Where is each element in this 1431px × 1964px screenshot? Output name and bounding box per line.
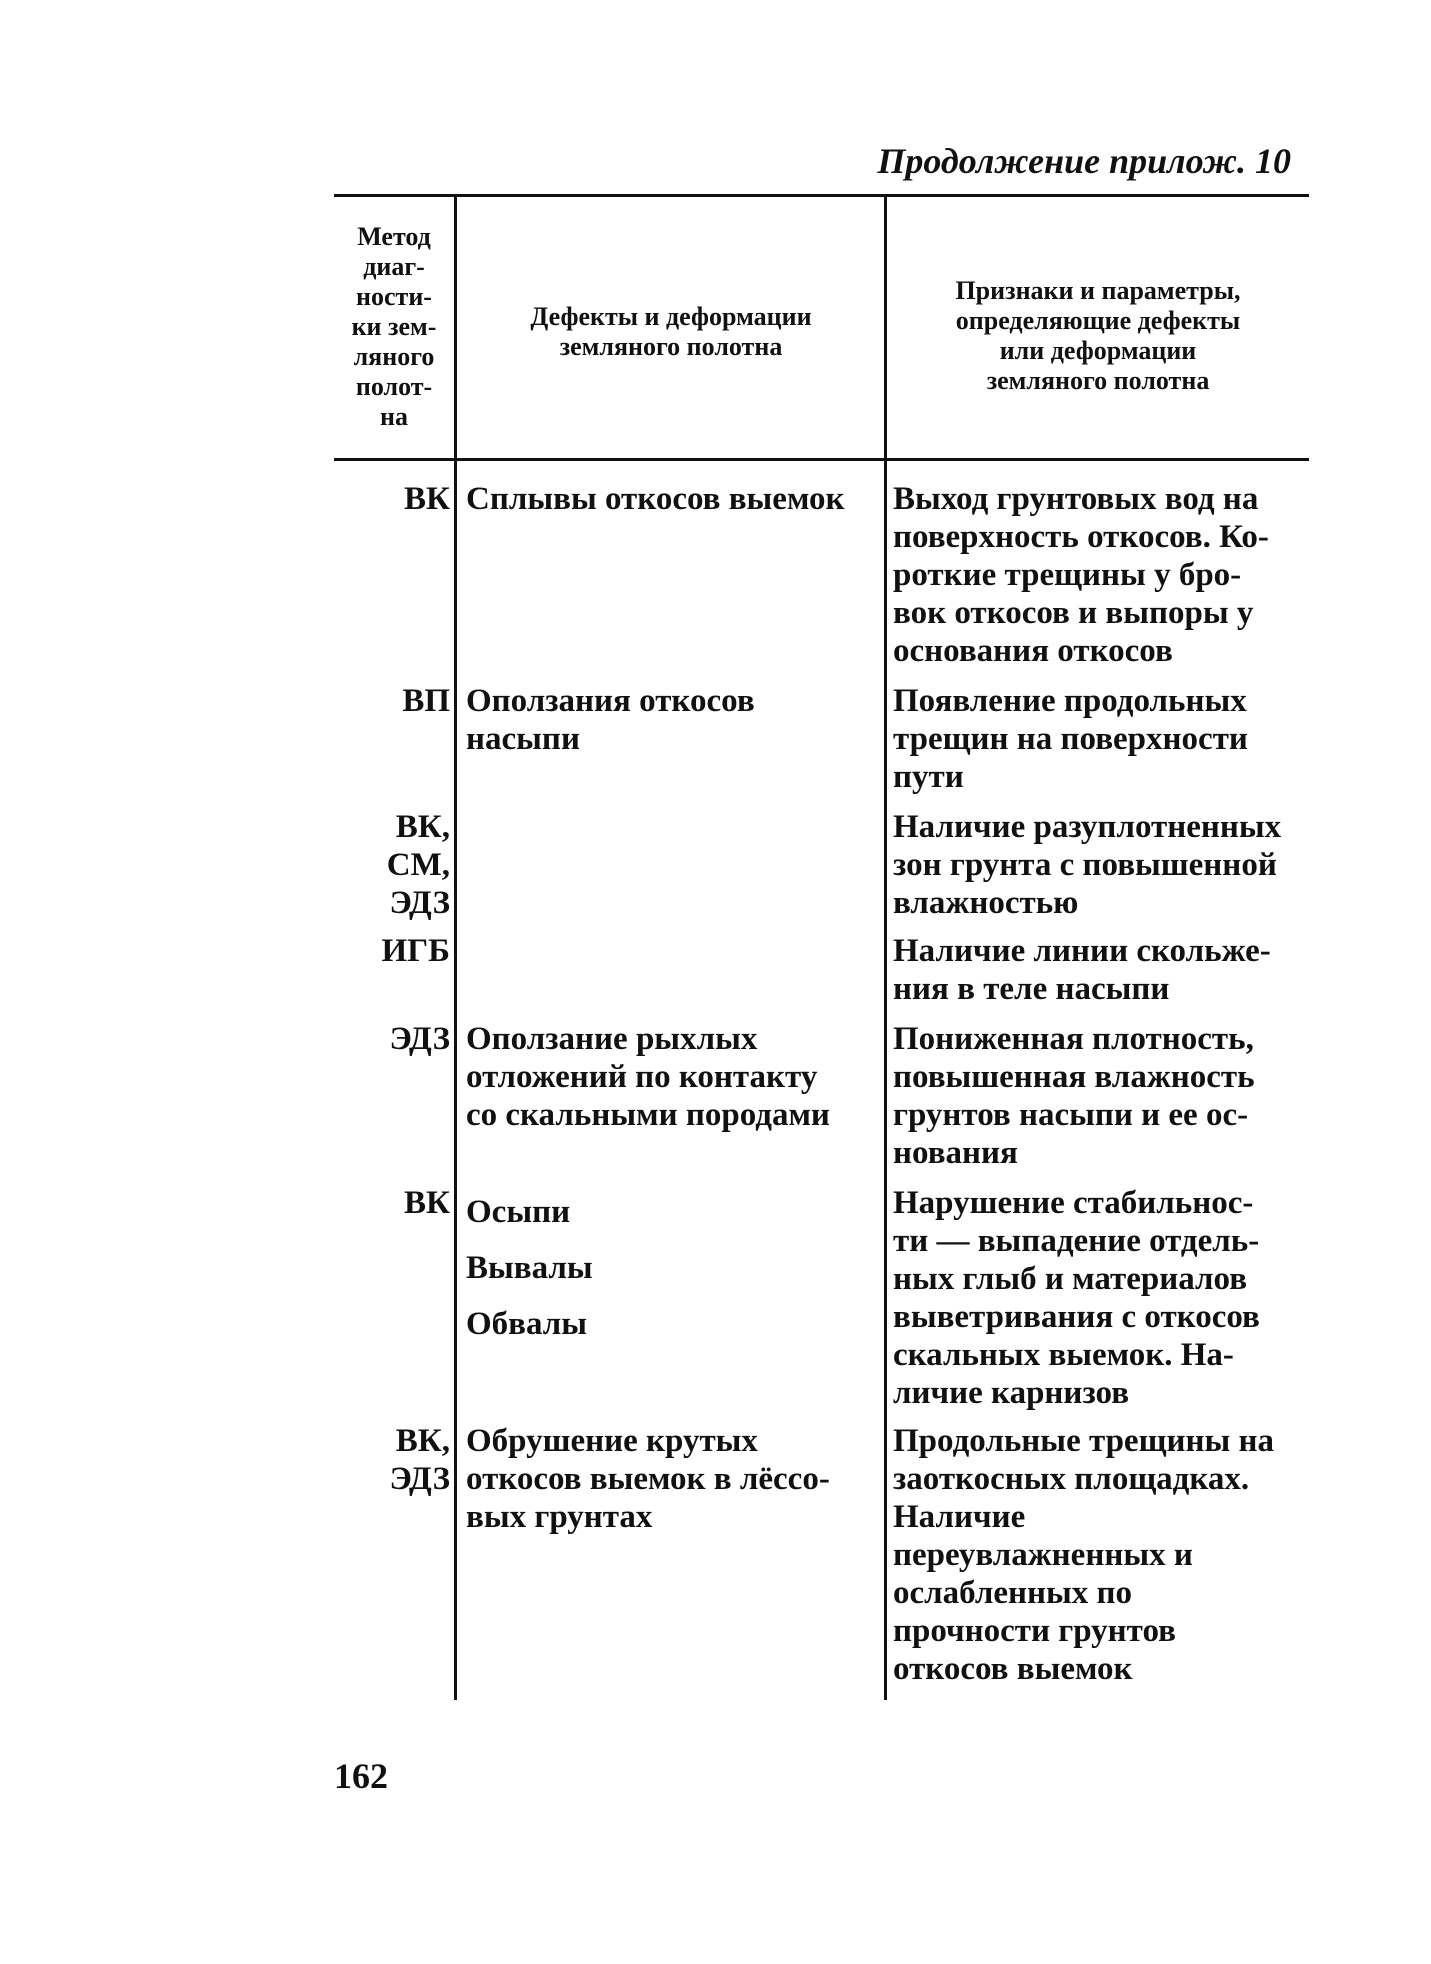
row-defects: Оползания откосов насыпи bbox=[466, 683, 755, 757]
header-bottom-rule bbox=[334, 458, 1309, 461]
table-top-rule bbox=[334, 194, 1309, 197]
row-method: ВП bbox=[402, 683, 450, 719]
column-divider-1 bbox=[454, 194, 457, 1700]
row-method: ВК, ЭДЗ bbox=[389, 1423, 450, 1497]
page-number: 162 bbox=[334, 1756, 388, 1796]
row-signs: Нарушение стабильнос- ти — выпадение отдель- ных глыб и материалов выветривания с откосов скальных выемок. На- личие карнизов bbox=[893, 1185, 1260, 1411]
row-method: ИГБ bbox=[381, 933, 450, 969]
row-method: ВК bbox=[404, 481, 450, 517]
row-signs: Наличие линии скольже- ния в теле насыпи bbox=[893, 933, 1271, 1007]
table-caption: Продолжение прилож. 10 bbox=[877, 141, 1291, 181]
row-method: ВК, СМ, ЭДЗ bbox=[386, 809, 450, 921]
row-method: ВК bbox=[404, 1185, 450, 1221]
row-defects: Оползание рыхлых отложений по контакту со скальными породами bbox=[466, 1021, 830, 1133]
header-signs: Признаки и параметры, определяющие дефекты или деформации земляного полотна bbox=[955, 276, 1241, 395]
row-signs: Выход грунтовых вод на поверхность откосов. Ко- роткие трещины у бро- вок откосов и выпоры у основания откосов bbox=[893, 481, 1269, 669]
row-method: ЭДЗ bbox=[389, 1021, 450, 1057]
row-signs: Пониженная плотность, повышенная влажность грунтов насыпи и ее ос- нования bbox=[893, 1021, 1255, 1171]
row-signs: Появление продольных трещин на поверхности пути bbox=[893, 683, 1248, 795]
row-signs: Продольные трещины на заоткосных площадках. Наличие переувлажненных и ослабленных по прочности грунтов откосов выемок bbox=[893, 1423, 1274, 1687]
header-defects: Дефекты и деформации земляного полотна bbox=[530, 302, 812, 361]
header-method: Метод диаг- ности- ки зем- ляного полот- на bbox=[351, 222, 437, 431]
row-defects: Осыпи Вывалы Обвалы bbox=[466, 1194, 593, 1342]
row-signs: Наличие разуплотненных зон грунта с повышенной влажностью bbox=[893, 809, 1282, 921]
row-defects: Обрушение крутых откосов выемок в лёссо- вых грунтах bbox=[466, 1423, 830, 1535]
row-defects: Сплывы откосов выемок bbox=[466, 481, 845, 517]
